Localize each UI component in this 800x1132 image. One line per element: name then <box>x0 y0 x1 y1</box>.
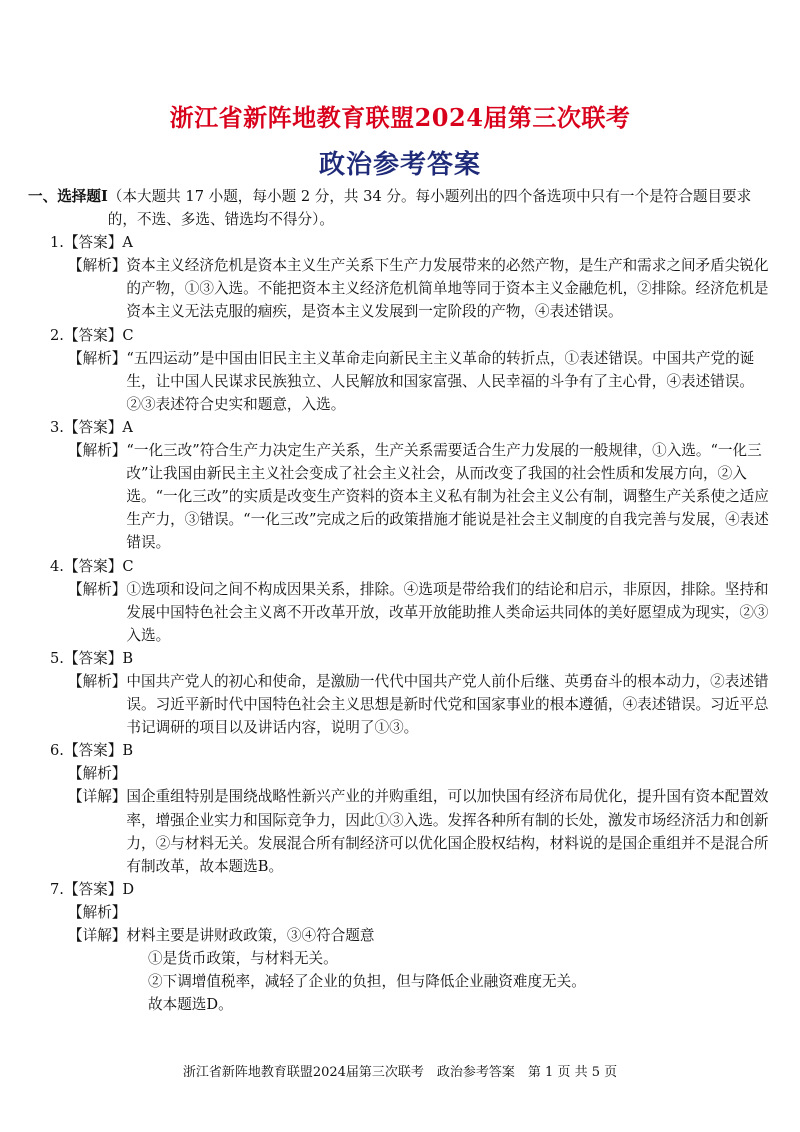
answer-value: A <box>122 418 133 436</box>
analysis-text: 中国共产党人的初心和使命，是激励一代代中国共产党人前仆后继、英勇奋斗的根本动力，②表述错误。习近平新时代中国特色社会主义思想是新时代党和国家事业的根本遵循，④表述错误。习近平总书记调研的项目以及讲话内容，说明了①③。 <box>126 672 769 737</box>
answer-value: B <box>122 649 134 667</box>
page-title: 浙江省新阵地教育联盟2024届第三次联考 <box>169 103 631 132</box>
analysis-text: “一化三改”符合生产力决定生产关系，生产关系需要适合生产力发展的一般规律，①入选。“一化三改”让我国由新民主主义社会变成了社会主义社会，从而改变了我国的社会性质和发展方向，②入选。“一化三改”的实质是改变生产资料的资本主义私有制为社会主义公有制，调整生产关系使之适应生产力，③错误。“一化三改”完成之后的政策措施才能说是社会主义制度的自我完善与发展，④表述错误。 <box>126 442 769 552</box>
answer-value: C <box>122 557 134 575</box>
detail-entry: 【详解】 材料主要是讲财政政策，③④符合题意 <box>28 924 772 947</box>
section-heading <box>28 185 772 231</box>
answer-content <box>28 185 772 1016</box>
answer-line: 5.【答案】B <box>50 649 134 667</box>
detail-line: ②下调增值税率，减轻了企业的负担，但与降低企业融资难度无关。 <box>148 973 586 991</box>
analysis-text: ①选项和设问之间不构成因果关系，排除。④选项是带给我们的结论和启示，非原因，排除。坚持和发展中国特色社会主义离不开改革开放，改革开放能助推人类命运共同体的美好愿望成为现实，②③入选。 <box>126 580 769 644</box>
detail-text: 国企重组特别是围绕战略性新兴产业的并购重组，可以加快国有经济布局优化，提升国有资本配置效率，增强企业实力和国际竞争力，因此①③入选。发挥各种所有制的长处，激发市场经济活力和创新力，②与材料无关。发展混合所有制经济可以优化国企股权结构，材料说的是国企重组并不是混合所有制改革，故本题选B。 <box>126 788 769 875</box>
answer-line: 6.【答案】B <box>50 742 134 760</box>
answer-line: 3.【答案】A <box>50 418 133 436</box>
section-label: 一、选择题Ⅰ <box>28 188 108 205</box>
question-4 <box>28 555 772 647</box>
answer-value: D <box>122 880 135 898</box>
question-7 <box>28 878 772 1017</box>
question-3 <box>28 416 772 555</box>
detail-line: ①是货币政策，与材料无关。 <box>148 950 338 968</box>
analysis-text: 资本主义经济危机是资本主义生产关系下生产力发展带来的必然产物，是生产和需求之间矛盾尖锐化的产物，①③入选。不能把资本主义经济危机简单地等同于资本主义金融危机，②排除。经济危机是资本主义无法克服的痼疾，是资本主义发展到一定阶段的产物，④表述错误。 <box>126 257 769 321</box>
answer-line: 2.【答案】C <box>50 326 134 344</box>
analysis-entry: 【解析】 “五四运动”是中国由旧民主主义革命走向新民主主义革命的转折点，①表述错误。中国共产党的诞生，让中国人民谋求民族独立、人民解放和国家富强、人民幸福的斗争有了主心骨，④表述错误。 ②③表述符合史实和题意，入选。 <box>28 347 772 416</box>
answer-line: 7.【答案】D <box>50 880 135 898</box>
analysis-entry: 【解析】 <box>68 765 127 783</box>
detail-text: 材料主要是讲财政政策，③④符合题意 <box>126 927 375 944</box>
analysis-entry: 【解析】 中国共产党人的初心和使命，是激励一代代中国共产党人前仆后继、英勇奋斗的根本动力，②表述错误。习近平新时代中国特色社会主义思想是新时代党和国家事业的根本遵循，④表述错误。习近平总书记调研的项目以及讲话内容，说明了①③。 <box>28 670 772 739</box>
analysis-text: “五四运动”是中国由旧民主主义革命走向新民主主义革命的转折点，①表述错误。中国共产党的诞生，让中国人民谋求民族独立、人民解放和国家富强、人民幸福的斗争有了主心骨，④表述错误。 ②③表述符合史实和题意，入选。 <box>126 349 755 413</box>
analysis-entry: 【解析】 资本主义经济危机是资本主义生产关系下生产力发展带来的必然产物，是生产和需求之间矛盾尖锐化的产物，①③入选。不能把资本主义经济危机简单地等同于资本主义金融危机，②排除。经济危机是资本主义无法克服的痼疾，是资本主义发展到一定阶段的产物，④表述错误。 <box>28 254 772 323</box>
answer-line: 1.【答案】A <box>50 234 133 252</box>
analysis-entry: 【解析】 <box>68 903 127 921</box>
section-instructions: （本大题共 17 小题，每小题 2 分，共 34 分。每小题列出的四个备选项中只有一个是符合题目要求的，不选、多选、错选均不得分）。 <box>107 188 752 229</box>
analysis-entry: 【解析】 ①选项和设问之间不构成因果关系，排除。④选项是带给我们的结论和启示，非原因，排除。坚持和发展中国特色社会主义离不开改革开放，改革开放能助推人类命运共同体的美好愿望成为现实，②③入选。 <box>28 578 772 647</box>
question-2 <box>28 324 772 416</box>
answer-value: B <box>122 742 134 760</box>
analysis-entry: 【解析】 “一化三改”符合生产力决定生产关系，生产关系需要适合生产力发展的一般规律，①入选。“一化三改”让我国由新民主主义社会变成了社会主义社会，从而改变了我国的社会性质和发展方向，②入选。“一化三改”的实质是改变生产资料的资本主义私有制为社会主义公有制，调整生产关系使之适应生产力，③错误。“一化三改”完成之后的政策措施才能说是社会主义制度的自我完善与发展，④表述错误。 <box>28 439 772 554</box>
page-footer: 浙江省新阵地教育联盟2024届第三次联考 政治参考答案 第 1 页 共 5 页 <box>182 1065 618 1080</box>
answer-value: C <box>122 326 134 344</box>
answer-value: A <box>122 234 133 252</box>
question-6 <box>28 739 772 878</box>
question-1 <box>28 231 772 323</box>
detail-line: 故本题选D。 <box>148 996 233 1014</box>
page-subtitle: 政治参考答案 <box>318 150 481 180</box>
answer-line: 4.【答案】C <box>50 557 134 575</box>
question-5 <box>28 647 772 739</box>
detail-entry: 【详解】 国企重组特别是围绕战略性新兴产业的并购重组，可以加快国有经济布局优化，提升国有资本配置效率，增强企业实力和国际竞争力，因此①③入选。发挥各种所有制的长处，激发市场经济活力和创新力，②与材料无关。发展混合所有制经济可以优化国企股权结构，材料说的是国企重组并不是混合所有制改革，故本题选B。 <box>28 785 772 877</box>
